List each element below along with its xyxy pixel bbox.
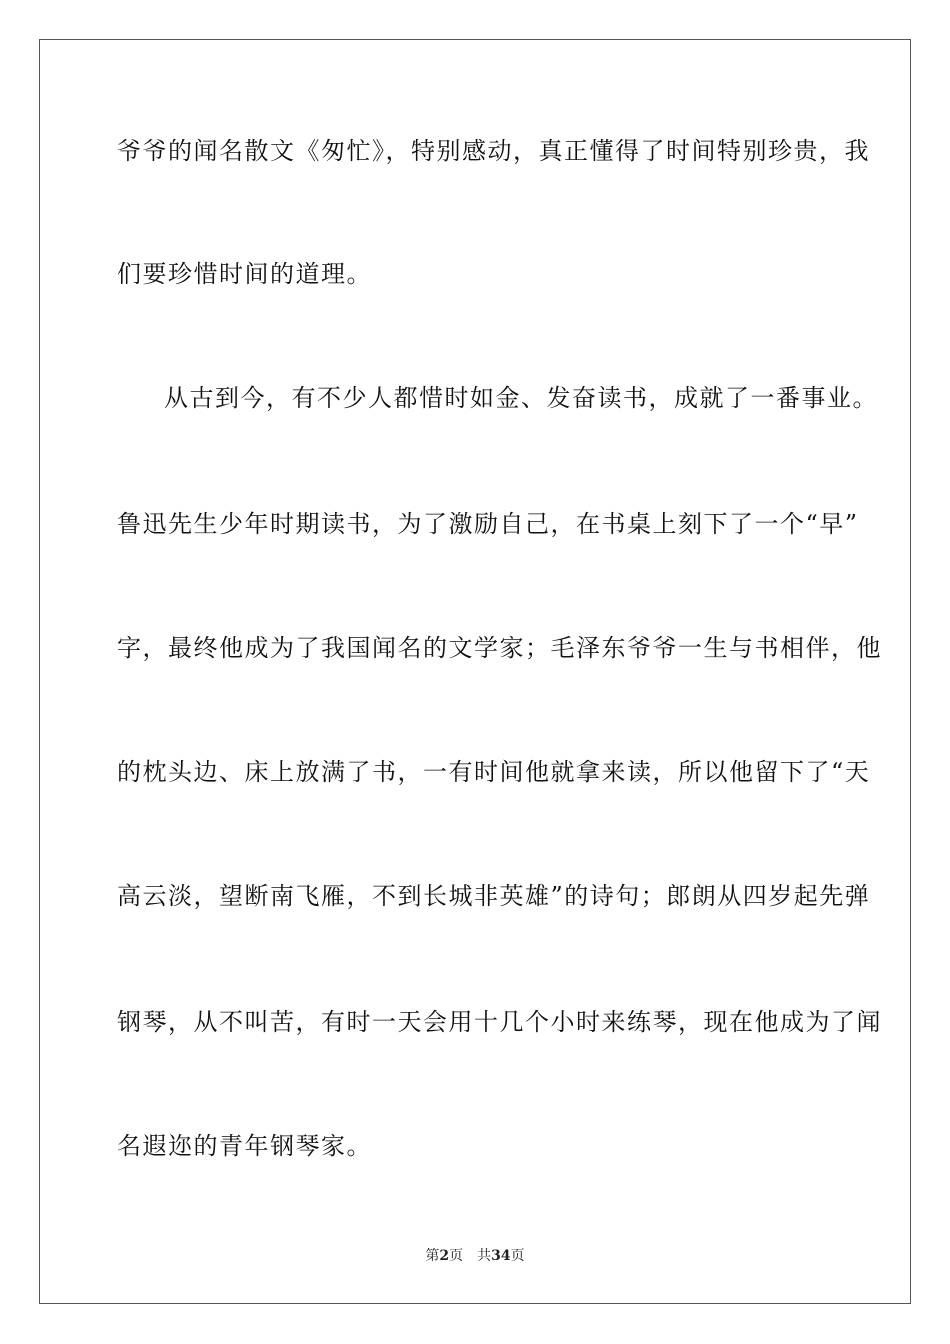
text-line-9: 名遐迩的青年钢琴家。 [117,1132,372,1160]
total-pages: 34 [491,1248,511,1264]
page-prefix: 第 [425,1248,440,1264]
text-line-6: 的枕头边、床上放满了书，一有时间他就拿来读，所以他留下了“天 [117,758,871,786]
total-suffix: 页 [510,1248,525,1264]
text-line-2: 们要珍惜时间的道理。 [117,260,372,288]
total-prefix: 共 [477,1248,492,1264]
text-line-1: 爷爷的闻名散文《匆忙》，特别感动，真正懂得了时间特别珍贵，我 [117,137,870,165]
text-line-4: 鲁迅先生少年时期读书，为了激励自己，在书桌上刻下了一个“早” [117,510,859,538]
page-suffix: 页 [449,1248,464,1264]
text-line-5: 字，最终他成为了我国闻名的文学家；毛泽东爷爷一生与书相伴，他 [117,634,882,662]
page-border [39,39,911,1304]
text-line-3-paragraph-start: 从古到今，有不少人都惜时如金、发奋读书，成就了一番事业。 [164,384,878,412]
page-footer [0,1247,950,1265]
text-line-8: 钢琴，从不叫苦，有时一天会用十几个小时来练琴，现在他成为了闻 [117,1008,882,1036]
page-number: 2 [439,1248,450,1264]
text-line-7: 高云淡，望断南飞雁，不到长城非英雄”的诗句；郎朗从四岁起先弹 [117,882,871,910]
